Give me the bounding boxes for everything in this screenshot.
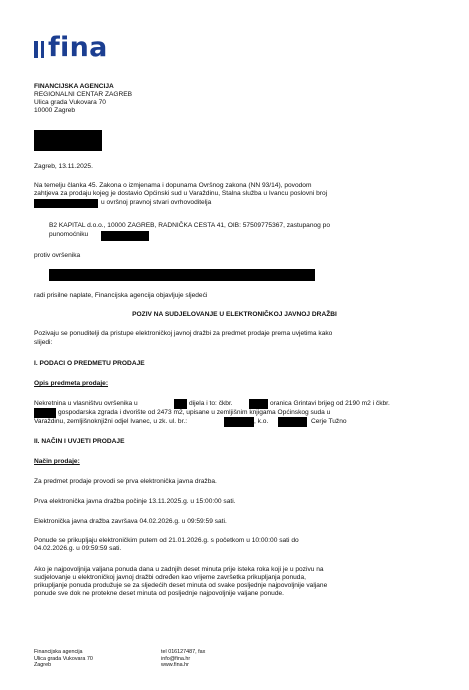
intro-line-3: u ovršnoj pravnoj stvari ovrhovoditelja [101, 199, 212, 206]
date-line: Zagreb, 13.11.2025. [34, 163, 93, 170]
redacted-attorney [101, 231, 149, 241]
redacted-parcel-1 [249, 399, 268, 409]
intro-line-1: Na temelju članka 45. Zakona o izmjenama i dopunama Ovršnog zakona (NN 93/14), povodom [34, 182, 312, 189]
sale-statement-1: Za predmet prodaje provodi se prva elektronička javna dražba. [34, 478, 217, 485]
property-line-2: gospodarska zgrada i dvorište od 2473 m2, upisane u zemljišnim knjigama Općinskog suda u [58, 409, 331, 416]
property-line-1a: Nekretnina u vlasništvu ovršenika u [34, 400, 138, 407]
redacted-recipient-2 [34, 140, 102, 151]
logo-text: fina [48, 32, 108, 63]
logo-bars-icon [34, 41, 44, 58]
redacted-cadastral-municipality [278, 417, 307, 427]
sale-statement-4a: Ponude se prikupljaju elektroničkim putem od 21.01.2026.g. s početkom u 10:00:00 sati do [34, 537, 299, 544]
against-line: protiv ovršenika [34, 252, 81, 259]
sender-name: FINANCIJSKA AGENCIJA [34, 83, 114, 90]
collection-line: radi prisilne naplate, Financijska agencija objavljuje sljedeći [34, 292, 208, 299]
property-line-1b: dijela i to: čkbr. [189, 400, 233, 407]
notice-title: POZIV NA SUDJELOVANJE U ELEKTRONIČKOJ JAVNOJ DRAŽBI [132, 311, 337, 318]
sale-statement-5c: prikupljanje ponuda produžuje se za sljedećih deset minuta od svake posljednje najpovoljnije valjane [34, 582, 328, 589]
footer-left-line-2: Ulica grada Vukovara 70 [34, 655, 93, 662]
footer-left-line-3: Zagreb [34, 662, 52, 669]
redacted-share [174, 399, 187, 409]
footer-phone: tel 016127487, fax [161, 649, 206, 655]
footer-left-line-1: Financijska agencija [34, 649, 83, 655]
creditor-line-2: punomoćniku [49, 231, 89, 238]
redacted-debtor [49, 269, 315, 281]
sale-statement-2: Prva elektronička javna dražba počinje 13.11.2025.g. u 15:00:00 sati. [34, 498, 236, 505]
redacted-case-number [34, 199, 98, 208]
sale-statement-5a: Ako je najpovoljnija valjana ponuda dana u zadnjih deset minuta prije isteka roka koji je u pozivu na [34, 566, 324, 573]
sale-statement-5b: sudjelovanje u elektroničkoj javnoj dražbi određen kao vrijeme završetka prikupljanja ponuda, [34, 574, 306, 581]
sender-center: REGIONALNI CENTAR ZAGREB [34, 91, 133, 98]
footer-left [34, 649, 93, 669]
footer-website: www.fina.hr [161, 662, 189, 669]
property-line-1c: oranica Grintavi brijeg od 2190 m2 i čkbr. [270, 400, 390, 407]
fina-logo [34, 32, 108, 63]
sender-city: 10000 Zagreb [34, 107, 76, 114]
property-line-3b: , k.o. [254, 418, 269, 425]
section-1-heading: I. PODACI O PREDMETU PRODAJE [34, 360, 145, 367]
section-2-heading: II. NAČIN I UVJETI PRODAJE [34, 438, 125, 445]
redacted-land-register-no [224, 417, 254, 427]
footer-email: info@fina.hr [161, 655, 191, 662]
footer-right [161, 649, 205, 669]
sender-street: Ulica grada Vukovara 70 [34, 99, 106, 106]
sale-statement-5d: ponude sve dok ne protekne deset minuta od posljednje najpovoljnije valjane ponude. [34, 590, 285, 597]
section-2-subheading: Način prodaje: [34, 458, 80, 465]
redacted-recipient-1 [34, 130, 102, 140]
creditor-line-1: B2 KAPITAL d.o.o., 10000 ZAGREB, RADNIČKA CESTA 41, OIB: 57509775367, zastupanog po [49, 222, 331, 229]
invite-line-2: slijedi: [34, 339, 53, 346]
redacted-parcel-2 [34, 408, 56, 418]
section-1-subheading: Opis predmeta prodaje: [34, 380, 109, 387]
intro-line-2: zahtjeva za prodaju kojeg je dostavio Općinski sud u Varaždinu, Stalna služba u Ivancu poslovni broj [34, 190, 328, 197]
property-line-3a: Varaždinu, zemljišnoknjižni odjel Ivanec, u zk. ul. br.: [34, 418, 188, 425]
sale-statement-4b: 04.02.2026.g. u 09:59:59 sati. [34, 545, 122, 552]
sale-statement-3: Elektronička javna dražba završava 04.02.2026.g. u 09:59:59 sati. [34, 518, 227, 525]
invite-line-1: Pozivaju se ponuditelji da pristupe elektroničkoj javnoj dražbi za predmet prodaje prema uvjetima kako [34, 330, 333, 337]
property-line-3c: Cerje Tužno [311, 418, 347, 425]
